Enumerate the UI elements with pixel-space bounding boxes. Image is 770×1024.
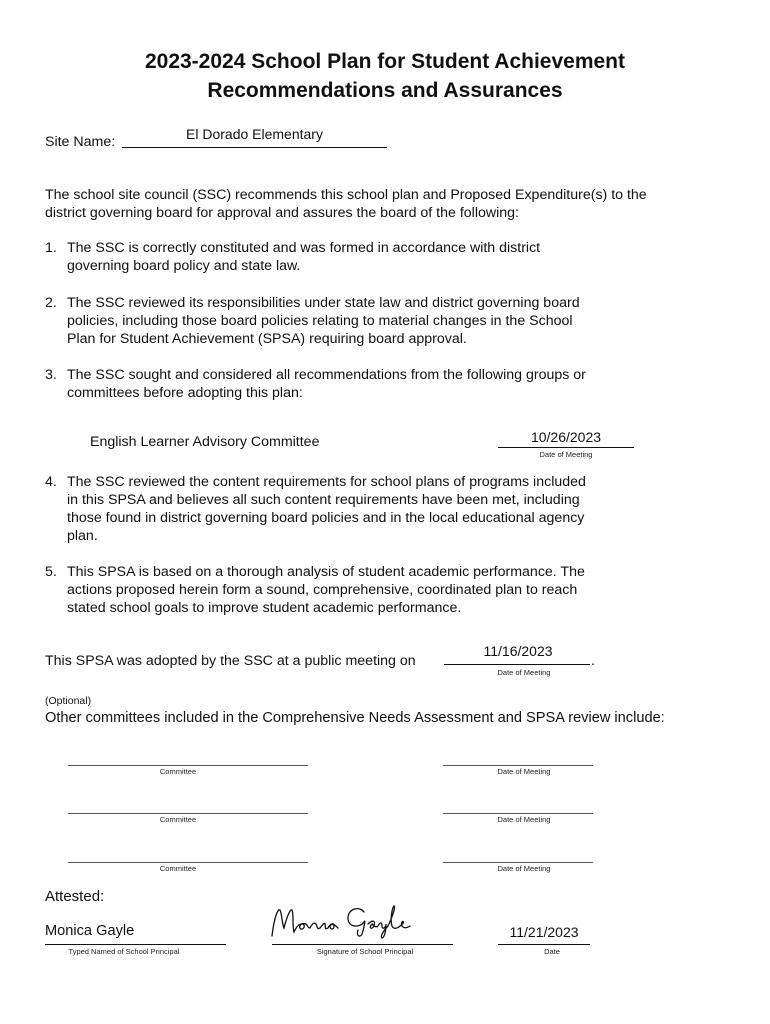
committee-1-line[interactable] xyxy=(68,765,308,766)
committee-3-caption: Committee xyxy=(159,864,197,873)
committee-2-line[interactable] xyxy=(68,813,308,814)
item-3-number: 3. xyxy=(45,367,57,383)
item-2-line-2: policies, including those board policies relating to material changes in the School xyxy=(67,313,573,329)
item-4-line-1: The SSC reviewed the content requirements for school plans of programs included xyxy=(67,474,586,490)
item-2-line-1: The SSC reviewed its responsibilities under state law and district governing board xyxy=(67,295,580,311)
attest-date-caption: Date xyxy=(544,947,560,956)
elac-date-caption: Date of Meeting xyxy=(539,450,593,459)
item-1-line-1: The SSC is correctly constituted and was formed in accordance with district xyxy=(67,240,541,256)
adopted-date-caption: Date of Meeting xyxy=(497,668,551,677)
item-1-line-2: governing board policy and state law. xyxy=(67,258,301,274)
principal-name-underline xyxy=(45,944,226,945)
page-title-line-1: 2023-2024 School Plan for Student Achievement xyxy=(144,50,626,73)
adopted-period: . xyxy=(591,653,595,669)
committee-3-line[interactable] xyxy=(68,862,308,863)
adopted-statement: This SPSA was adopted by the SSC at a public meeting on xyxy=(45,653,416,669)
intro-line-1: The school site council (SSC) recommends this school plan and Proposed Expenditure(s) to the xyxy=(45,187,647,203)
page-title-line-2: Recommendations and Assurances xyxy=(207,79,563,102)
item-4-number: 4. xyxy=(45,474,57,490)
principal-typed-name[interactable]: Monica Gayle xyxy=(45,923,135,939)
attest-date-underline xyxy=(498,944,590,945)
item-4-line-2: in this SPSA and believes all such content requirements have been met, including xyxy=(67,492,580,508)
attest-date[interactable]: 11/21/2023 xyxy=(509,924,579,940)
attested-label: Attested: xyxy=(45,888,105,905)
item-3-line-2: committees before adopting this plan: xyxy=(67,385,303,401)
committee-3-date-line[interactable] xyxy=(443,862,593,863)
principal-signature[interactable] xyxy=(268,898,428,943)
committee-3-date-caption: Date of Meeting xyxy=(497,864,551,873)
item-5-line-2: actions proposed herein form a sound, comprehensive, coordinated plan to reach xyxy=(67,582,578,598)
adopted-meeting-date[interactable]: 11/16/2023 xyxy=(483,643,553,659)
elac-meeting-date[interactable]: 10/26/2023 xyxy=(530,429,602,445)
committee-2-caption: Committee xyxy=(159,815,197,824)
site-name-value[interactable]: El Dorado Elementary xyxy=(186,126,323,142)
site-name-underline xyxy=(122,147,387,148)
principal-name-caption: Typed Named of School Principal xyxy=(68,947,180,956)
item-3-line-1: The SSC sought and considered all recommendations from the following groups or xyxy=(67,367,586,383)
elac-date-underline xyxy=(498,447,634,448)
signature-underline xyxy=(272,944,453,945)
item-5-number: 5. xyxy=(45,564,57,580)
site-name-label: Site Name: xyxy=(45,134,116,150)
item-4-line-3: those found in district governing board policies and in the local educational agency xyxy=(67,510,585,526)
signature-caption: Signature of School Principal xyxy=(316,947,414,956)
item-1-number: 1. xyxy=(45,240,57,256)
committee-1-date-line[interactable] xyxy=(443,765,593,766)
committee-2-date-caption: Date of Meeting xyxy=(497,815,551,824)
optional-heading: Other committees included in the Comprehensive Needs Assessment and SPSA review include: xyxy=(45,710,665,726)
item-5-line-3: stated school goals to improve student academic performance. xyxy=(67,600,462,616)
item-2-number: 2. xyxy=(45,295,57,311)
committee-1-date-caption: Date of Meeting xyxy=(497,767,551,776)
item-5-line-1: This SPSA is based on a thorough analysis of student academic performance. The xyxy=(67,564,585,580)
item-4-line-4: plan. xyxy=(67,528,98,544)
committee-1-caption: Committee xyxy=(159,767,197,776)
committee-2-date-line[interactable] xyxy=(443,813,593,814)
optional-tag: (Optional) xyxy=(45,695,92,707)
adopted-date-underline xyxy=(444,664,590,665)
item-2-line-3: Plan for Student Achievement (SPSA) requiring board approval. xyxy=(67,331,467,347)
signature-scribble-icon xyxy=(268,898,428,943)
intro-line-2: district governing board for approval and assures the board of the following: xyxy=(45,205,519,221)
elac-committee-name: English Learner Advisory Committee xyxy=(90,434,320,450)
